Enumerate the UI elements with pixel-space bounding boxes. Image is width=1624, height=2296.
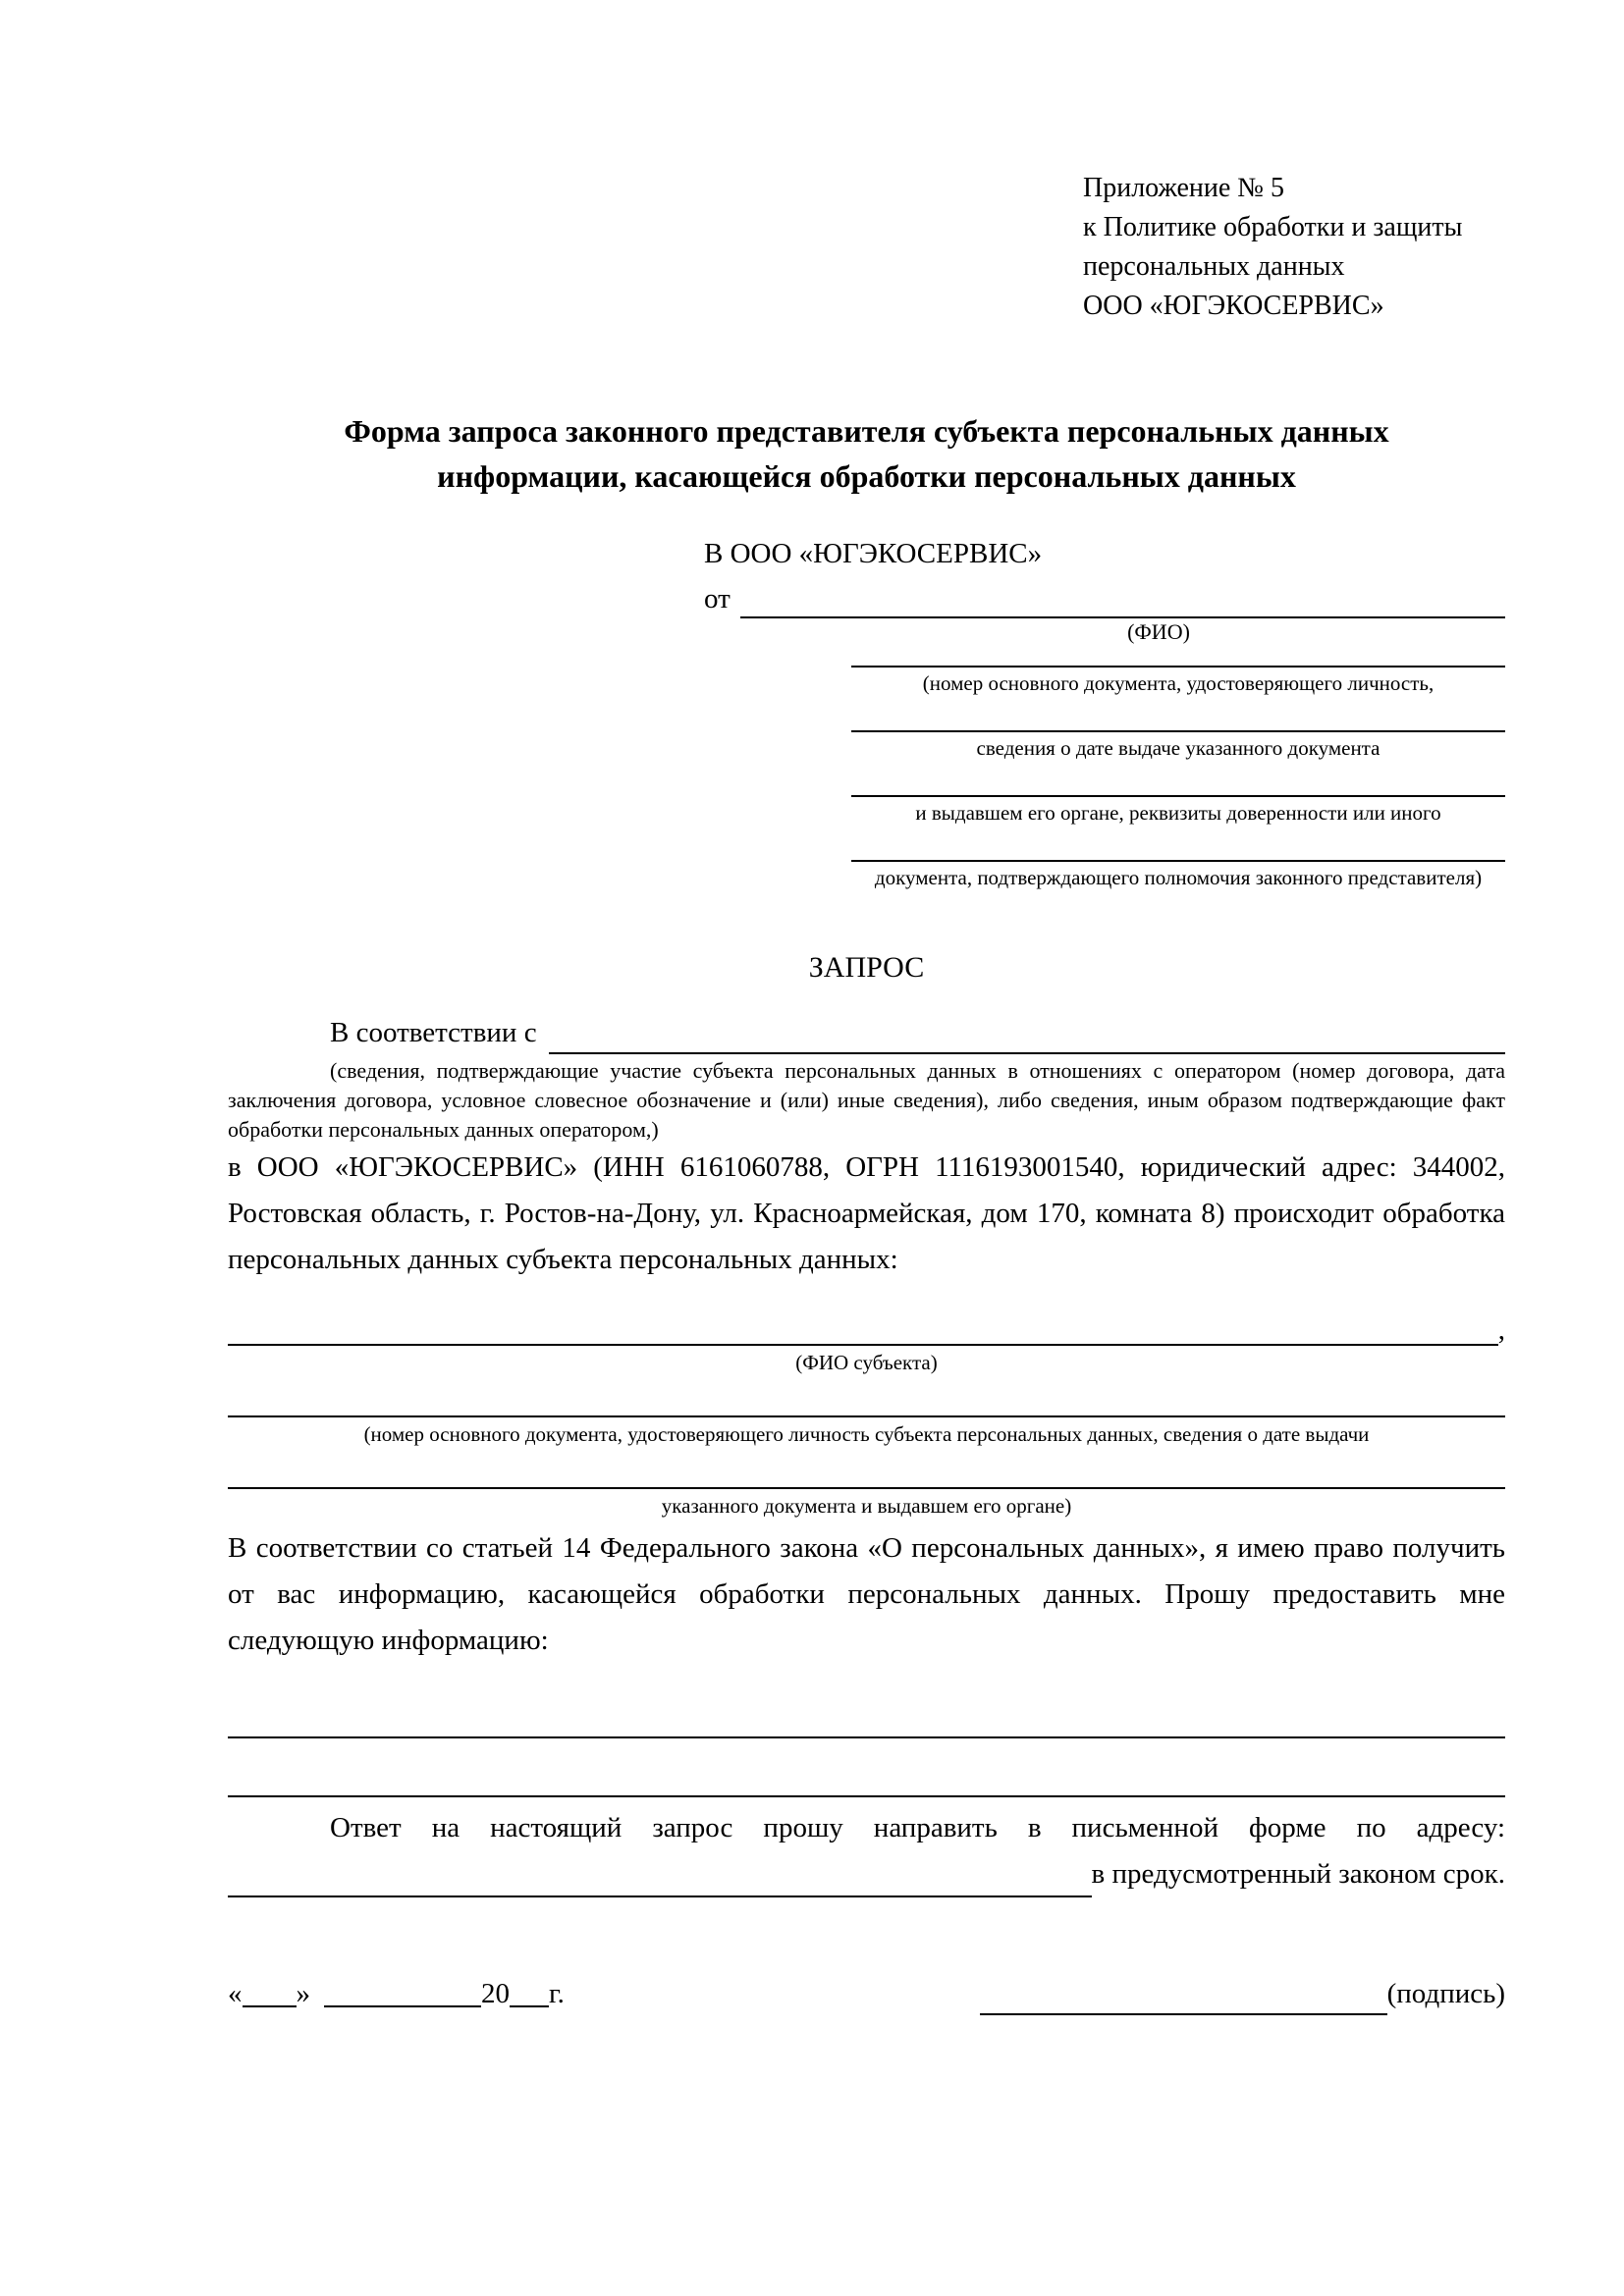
answer-suffix: в предусмотренный законом срок. (1091, 1858, 1505, 1890)
representative-doc-blank-line (851, 697, 1505, 732)
representative-doc-caption: и выдавшем его органе, реквизиты доверенности или иного (915, 801, 1441, 825)
accordance-label: В соответствии с (330, 1017, 537, 1048)
date-day-blank-line (243, 1980, 297, 2007)
signature-blank-line (980, 1980, 1387, 2015)
accordance-row (228, 1011, 1505, 1054)
accordance-note: (сведения, подтверждающие участие субъекта персональных данных в отношениях с оператором (номер договора, дата заключения договора, условное словесное обозначение и (или) иные сведения), либо сведения, иным образом подтверждающие факт обработки персональных данных оператором,) (228, 1058, 1505, 1142)
date-month-blank-line (324, 1980, 481, 2007)
addressee-organization: В ООО «ЮГЭКОСЕРВИС» (704, 538, 1043, 569)
signature-field (980, 1972, 1505, 2015)
subject-fio-blank-line (228, 1307, 1498, 1346)
answer-sentence: Ответ на настоящий запрос прошу направить в письменной форме по адресу: (330, 1812, 1505, 1843)
signature-caption: (подпись) (1386, 1978, 1505, 2009)
appendix-line-4: ООО «ЮГЭКОСЕРВИС» (1083, 291, 1384, 321)
representative-doc-blank-line (851, 762, 1505, 797)
answer-address-row (228, 1851, 1505, 1897)
representative-doc-blank-line (851, 827, 1505, 862)
subject-doc-blank-line (228, 1448, 1505, 1489)
from-fio-blank-line (740, 575, 1505, 618)
representative-doc-caption: сведения о дате выдаче указанного документа (976, 736, 1380, 760)
law-paragraph: В соответствии со статьей 14 Федерального закона «О персональных данных», я имею право получить от вас информацию, касающейся обработки персональных данных. Прошу предоставить мне следующую информацию: (228, 1532, 1505, 1656)
date-year-blank-line (510, 1980, 549, 2007)
subject-doc-caption-line-1: (номер основного документа, удостоверяющего личность субъекта персональных данных, сведения о дате выдачи (363, 1422, 1370, 1446)
document-title (228, 408, 1505, 499)
appendix-line-1: Приложение № 5 (1083, 173, 1284, 203)
document-title-line-2: информации, касающейся обработки персональных данных (437, 458, 1296, 494)
subject-fio-comma: , (1497, 1314, 1505, 1346)
appendix-line-2: к Политике обработки и защиты (1083, 212, 1463, 242)
subject-fio-caption: (ФИО субъекта) (795, 1351, 938, 1374)
representative-doc-caption: документа, подтверждающего полномочия законного представителя) (874, 866, 1483, 889)
representative-doc-blank-line (851, 646, 1505, 667)
date-year-suffix: г. (549, 1978, 565, 2009)
subject-fio-row (228, 1307, 1505, 1346)
operator-paragraph: в ООО «ЮГЭКОСЕРВИС» (ИНН 6161060788, ОГРН 1116193001540, юридический адрес: 344002, Ростовская область, г. Ростов-на-Дону, ул. Красноармейская, дом 170, комната 8) происходит обработка персональных данных субъекта персональных данных: (228, 1151, 1505, 1275)
date-quote-close: » (296, 1978, 310, 2009)
date-field (228, 1972, 565, 2015)
representative-doc-caption: (номер основного документа, удостоверяющего личность, (922, 671, 1435, 695)
accordance-blank-line (549, 1011, 1505, 1054)
answer-address-blank-line (228, 1851, 1092, 1897)
from-label: от (704, 583, 731, 614)
appendix-line-3: персональных данных (1083, 251, 1345, 282)
addressee-block (704, 532, 1505, 891)
fio-caption: (ФИО) (1127, 619, 1190, 644)
subject-doc-caption-line-2: указанного документа и выдавшем его органе) (661, 1494, 1072, 1518)
request-heading: ЗАПРОС (808, 951, 925, 984)
appendix-header (1083, 169, 1505, 326)
representative-doc-fields (851, 646, 1505, 891)
document-title-line-1: Форма запроса законного представителя субъекта персональных данных (344, 413, 1389, 449)
from-row (704, 575, 1505, 618)
date-year-prefix: 20 (481, 1978, 510, 2009)
footer-row (228, 1972, 1505, 2015)
requested-info-blank-line (228, 1738, 1505, 1797)
subject-doc-blank-line (228, 1376, 1505, 1417)
requested-info-blank-line (228, 1682, 1505, 1738)
date-quote-open: « (228, 1978, 243, 2009)
